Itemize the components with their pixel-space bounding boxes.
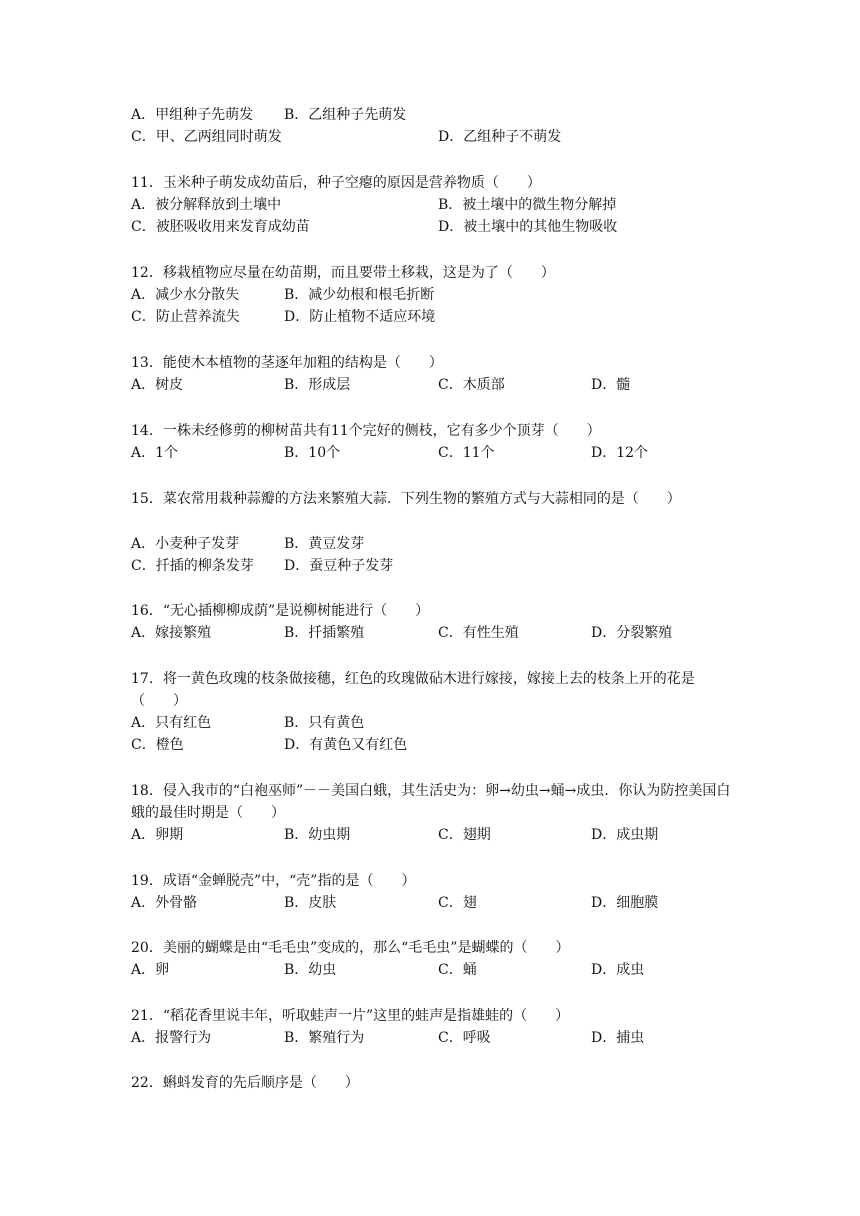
- option-row: [131, 712, 741, 734]
- question-stem: 17．将一黄色玫瑰的枝条做接穗，红色的玫瑰做砧木进行嫁接，嫁接上去的枝条上开的花是（ ）: [131, 671, 695, 709]
- option-row: [131, 555, 741, 577]
- option-a: A．小麦种子发芽: [131, 536, 240, 552]
- option-row: [131, 126, 741, 148]
- option-d: D．成虫: [591, 962, 645, 978]
- option-row: [131, 442, 741, 464]
- option-c: C．呼吸: [438, 1030, 491, 1046]
- option-row: [131, 194, 741, 216]
- option-a: A．嫁接繁殖: [131, 625, 212, 641]
- option-d: D．髓: [591, 377, 631, 393]
- option-a: A．被分解释放到土壤中: [131, 197, 282, 213]
- option-row: [131, 306, 741, 328]
- question-21: [131, 1005, 741, 1049]
- option-d: D．捕虫: [591, 1030, 645, 1046]
- option-d: D．乙组种子不萌发: [438, 129, 562, 145]
- option-a: A．只有红色: [131, 715, 212, 731]
- question-stem: 21．“稻花香里说丰年，听取蛙声一片”这里的蛙声是指雄蛙的（ ）: [131, 1008, 570, 1024]
- option-d: D．成虫期: [591, 827, 659, 843]
- option-a: A．减少水分散失: [131, 287, 240, 303]
- option-row: [131, 622, 741, 644]
- question-stem: 22．蝌蚪发育的先后顺序是（ ）: [131, 1075, 359, 1091]
- option-b: B．幼虫: [284, 962, 337, 978]
- question-stem: 14．一株未经修剪的柳树苗共有11个完好的侧枝，它有多少个顶芽（ ）: [131, 423, 601, 439]
- option-c: C．橙色: [131, 737, 184, 753]
- question-stem: 15．菜农常用栽种蒜瓣的方法来繁殖大蒜．下列生物的繁殖方式与大蒜相同的是（ ）: [131, 491, 681, 507]
- option-row: [131, 533, 741, 555]
- option-a: A．外骨骼: [131, 895, 198, 911]
- option-c: C．防止营养流失: [131, 309, 240, 325]
- question-17: [131, 668, 741, 756]
- option-c: C．11个: [438, 445, 495, 461]
- option-d: D．蚕豆种子发芽: [284, 558, 394, 574]
- option-b: B．扦插繁殖: [284, 625, 365, 641]
- option-b: B．皮肤: [284, 895, 337, 911]
- option-a: A．树皮: [131, 377, 184, 393]
- question-10-options: [131, 104, 741, 148]
- option-c: C．翅期: [438, 827, 491, 843]
- question-14: [131, 420, 741, 464]
- option-a: A．卵期: [131, 827, 184, 843]
- option-row: [131, 104, 741, 126]
- option-a: A．1个: [131, 445, 179, 461]
- option-d: D．细胞膜: [591, 895, 659, 911]
- option-d: D．12个: [591, 445, 649, 461]
- option-b: B．幼虫期: [284, 827, 351, 843]
- question-22: [131, 1072, 741, 1094]
- option-d: D．防止植物不适应环境: [284, 309, 436, 325]
- option-row: [131, 1027, 741, 1049]
- option-b: B．黄豆发芽: [284, 536, 365, 552]
- question-stem: 19．成语“金蝉脱壳”中，“壳”指的是（ ）: [131, 873, 416, 889]
- question-stem: 20．美丽的蝴蝶是由“毛毛虫”变成的，那么“毛毛虫”是蝴蝶的（ ）: [131, 940, 570, 956]
- question-20: [131, 937, 741, 981]
- option-c: C．蛹: [438, 962, 477, 978]
- option-d: D．有黄色又有红色: [284, 737, 408, 753]
- question-12: [131, 262, 741, 328]
- question-stem: 18．侵入我市的“白袍巫师”－－美国白蛾，其生活史为：卵→幼虫→蛹→成虫．你认为防控美国白蛾的最佳时期是（ ）: [131, 783, 731, 821]
- option-c: C．翅: [438, 895, 477, 911]
- question-stem: 16．“无心插柳柳成荫”是说柳树能进行（ ）: [131, 603, 430, 619]
- question-18: [131, 780, 741, 846]
- option-b: B．繁殖行为: [284, 1030, 365, 1046]
- option-b: B．形成层: [284, 377, 351, 393]
- option-c: C．有性生殖: [438, 625, 519, 641]
- option-d: D．被土壤中的其他生物吸收: [438, 219, 618, 235]
- question-stem: 13．能使木本植物的茎逐年加粗的结构是（ ）: [131, 355, 443, 371]
- option-c: C．木质部: [438, 377, 505, 393]
- option-c: C．被胚吸收用来发育成幼苗: [131, 219, 310, 235]
- option-row: [131, 959, 741, 981]
- question-15-options: [131, 533, 741, 577]
- question-15: [131, 488, 741, 510]
- question-16: [131, 600, 741, 644]
- option-b: B．只有黄色: [284, 715, 365, 731]
- option-c: C．甲、乙两组同时萌发: [131, 129, 282, 145]
- question-stem: 12．移栽植物应尽量在幼苗期，而且要带土移栽，这是为了（ ）: [131, 265, 555, 281]
- option-a: A．甲组种子先萌发: [131, 107, 254, 123]
- option-b: B．10个: [284, 445, 341, 461]
- option-a: A．报警行为: [131, 1030, 212, 1046]
- question-13: [131, 352, 741, 396]
- question-11: [131, 172, 741, 238]
- question-19: [131, 870, 741, 914]
- option-b: B．被土壤中的微生物分解掉: [438, 197, 617, 213]
- option-a: A．卵: [131, 962, 170, 978]
- option-row: [131, 374, 741, 396]
- option-c: C．扦插的柳条发芽: [131, 558, 254, 574]
- option-d: D．分裂繁殖: [591, 625, 673, 641]
- option-row: [131, 824, 741, 846]
- option-b: B．减少幼根和根毛折断: [284, 287, 435, 303]
- option-row: [131, 284, 741, 306]
- option-b: B．乙组种子先萌发: [284, 107, 407, 123]
- question-stem: 11．玉米种子萌发成幼苗后，种子空瘪的原因是营养物质（ ）: [131, 175, 541, 191]
- option-row: [131, 892, 741, 914]
- option-row: [131, 734, 741, 756]
- option-row: [131, 216, 741, 238]
